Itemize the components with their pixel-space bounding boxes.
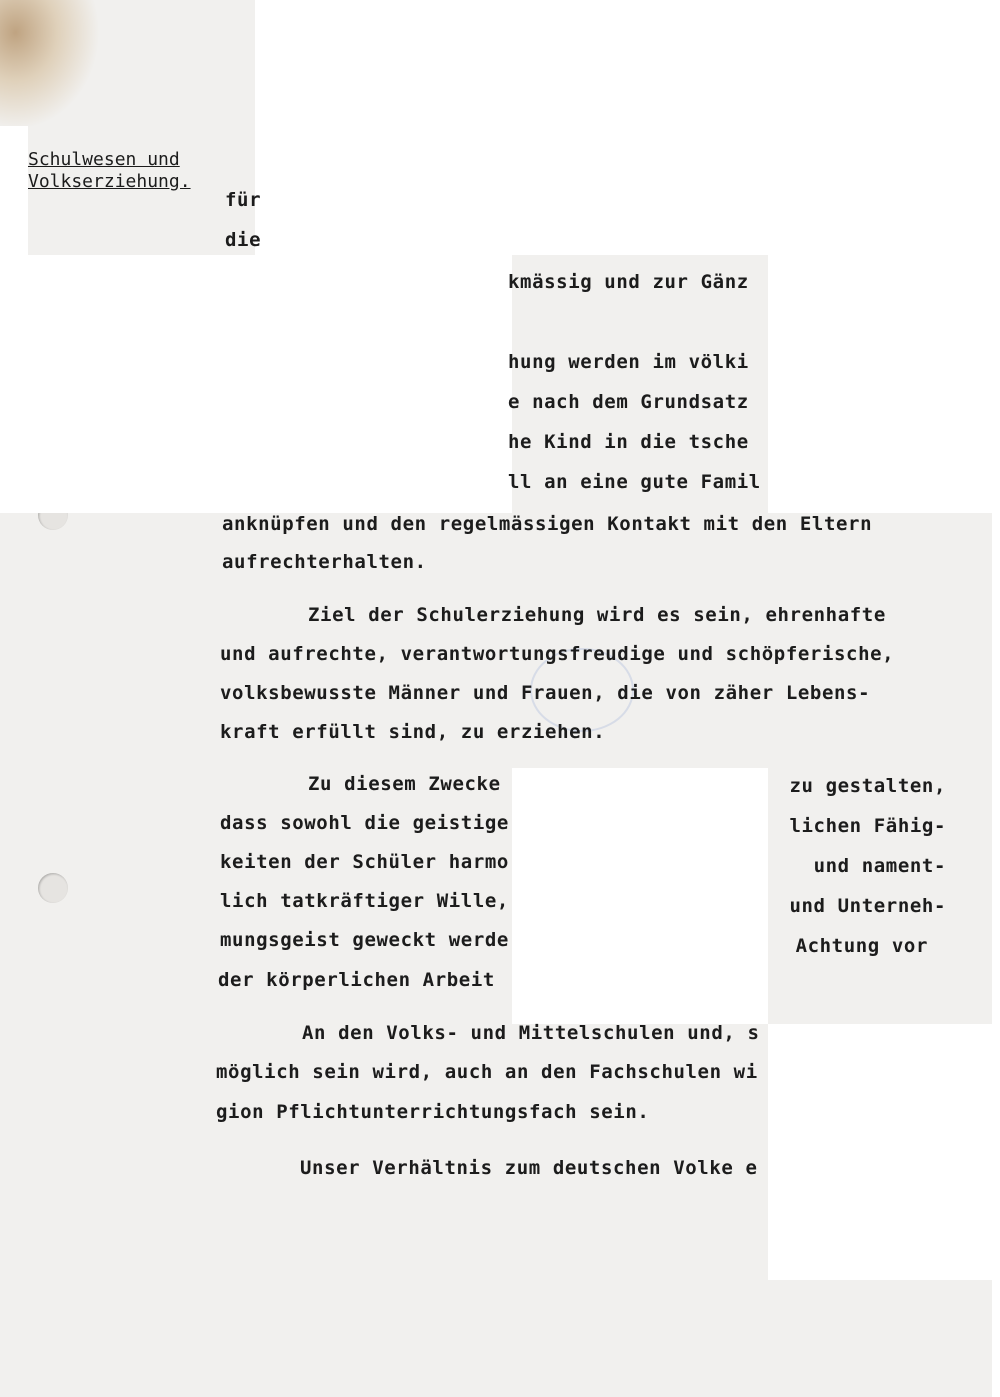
text-fragment: lich tatkräftiger Wille, — [220, 890, 509, 912]
punch-hole — [38, 873, 68, 903]
redacted-region — [0, 126, 28, 255]
fragment-column — [200, 1015, 768, 1135]
text-fragment: Unser Verhältnis zum deutschen Volke e — [300, 1157, 758, 1179]
text-fragment: der körperlichen Arbeit — [218, 969, 495, 991]
fragment-column — [768, 768, 968, 978]
paper-stain — [0, 0, 100, 130]
section-heading-line-2: Volkserziehung. — [28, 171, 191, 192]
text-fragment: he Kind in die tsche — [508, 431, 749, 453]
text-fragment: dass sowohl die geistige — [220, 812, 509, 834]
fragment-column — [200, 1150, 768, 1190]
body-line: kraft erfüllt sind, zu erziehen. — [220, 721, 606, 743]
fragment-column — [508, 268, 768, 508]
redacted-region — [0, 255, 512, 513]
body-line: und aufrechte, verantwortungsfreudige und schöpferische, — [220, 643, 895, 665]
text-fragment: mungsgeist geweckt werde — [220, 929, 509, 951]
text-fragment: zu gestalten, — [789, 775, 946, 797]
fragment-column — [200, 768, 512, 998]
redacted-region — [768, 1024, 1000, 1280]
body-line: volksbewusste Männer und Frauen, die von zäher Lebens- — [220, 682, 871, 704]
text-fragment: die — [225, 229, 262, 251]
section-heading-line-1: Schulwesen und — [28, 149, 180, 170]
body-line: Ziel der Schulerziehung wird es sein, ehrenhafte — [308, 604, 886, 626]
fragment-clip — [225, 188, 262, 218]
text-fragment: gion Pflichtunterrichtungsfach sein. — [216, 1101, 650, 1123]
text-fragment: möglich sein wird, auch an den Fachschulen wi — [216, 1061, 758, 1083]
fragment-clip — [225, 228, 262, 258]
text-fragment: keiten der Schüler harmo — [220, 851, 509, 873]
text-fragment: hung werden im völki — [508, 351, 749, 373]
text-fragment: für — [225, 189, 262, 211]
text-fragment: An den Volks- und Mittelschulen und, s — [302, 1022, 760, 1044]
text-fragment: lichen Fähig- — [789, 815, 946, 837]
redacted-region — [768, 255, 1000, 513]
text-fragment: kmässig und zur Gänz — [508, 271, 749, 293]
redacted-region — [255, 0, 1000, 255]
text-fragment: Achtung vor — [795, 935, 928, 957]
text-fragment: und Unterneh- — [789, 895, 946, 917]
text-fragment: Zu diesem Zwecke — [308, 773, 501, 795]
redacted-region — [512, 768, 768, 1024]
text-fragment: e nach dem Grundsatz — [508, 391, 749, 413]
text-fragment: und nament- — [813, 855, 946, 877]
text-fragment: ll an eine gute Famil — [508, 471, 761, 493]
body-line: anknüpfen und den regelmässigen Kontakt mit den Eltern — [222, 513, 873, 535]
body-line: aufrechterhalten. — [222, 551, 427, 573]
